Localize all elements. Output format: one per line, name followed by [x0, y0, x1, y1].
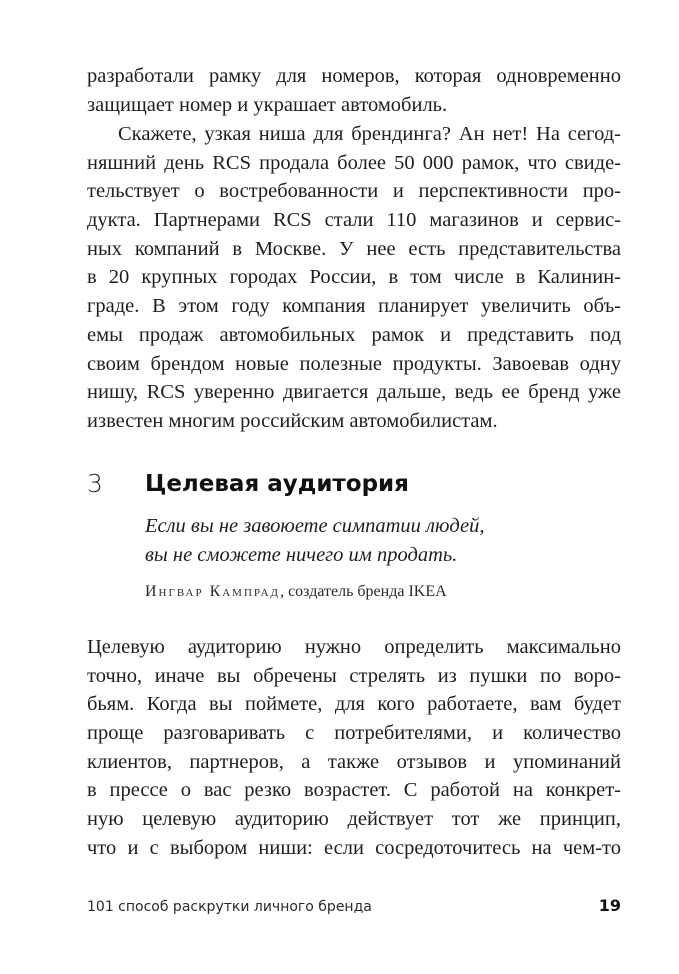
section-heading [87, 466, 621, 506]
epigraph-author-role: , создатель бренда IKEA [280, 583, 447, 601]
text-line: емы продаж автомобильных рамок и представить под [87, 323, 621, 346]
text-line: что и с выбором ниши: если сосредоточитесь на чем-то [87, 836, 621, 859]
paragraph-rcs [87, 120, 621, 436]
text-line: Целевую аудиторию нужно определить максимально [87, 636, 621, 658]
section-number: 3 [87, 469, 103, 498]
text-line: няшний день RCS продала более 50 000 рамок, что свиде- [87, 151, 621, 174]
running-footer-title: 101 способ раскрутки личного бренда [87, 899, 372, 915]
text-line: в 20 крупных городах России, в том числе в Калинин- [87, 266, 621, 289]
text-line: Скажете, узкая ниша для брендинга? Ан нет! На сегод- [118, 123, 621, 145]
text-line: разработали рамку для номеров, которая одновременно [87, 65, 621, 87]
epigraph-attribution [145, 581, 621, 603]
text-line: защищает номер и украшает автомобиль. [87, 93, 448, 116]
page-number: 19 [598, 896, 621, 915]
epigraph-quote-line: вы не сможете ничего им продать. [145, 543, 458, 566]
text-line: проще разговаривать с потребителями, и количество [87, 722, 621, 745]
text-line: точно, иначе вы обречены стрелять из пушки по воро- [87, 664, 621, 687]
text-line: бьям. Когда вы поймете, для кого работаете, вам будет [87, 693, 621, 716]
text-line: ную целевую аудиторию действует тот же принцип, [87, 808, 621, 831]
text-line: известен многим российским автомобилистам. [87, 409, 498, 432]
section-title: Целевая аудитория [145, 471, 409, 497]
text-line: своим брендом новые полезные продукты. Завоевав одну [87, 352, 621, 375]
text-line: в прессе о вас резко возрастет. С работой на конкрет- [87, 779, 621, 802]
text-line: дукта. Партнерами RCS стали 110 магазинов и сервис- [87, 209, 621, 232]
text-line: клиентов, партнеров, а также отзывов и упоминаний [87, 750, 621, 773]
text-line: нишу, RCS уверенно двигается дальше, ведь ее бренд уже [87, 381, 621, 404]
epigraph-author: Ингвар Кампрад [145, 583, 281, 601]
paragraph-continued [87, 62, 621, 119]
epigraph [145, 512, 621, 603]
text-line: тельствует о востребованности и перспективности про- [87, 180, 621, 203]
text-line: граде. В этом году компания планирует увеличить объ- [87, 295, 621, 318]
epigraph-quote-line: Если вы не завоюете симпатии людей, [145, 515, 485, 537]
paragraph-target-audience [87, 633, 621, 863]
text-line: ных компаний в Москве. У нее есть представительства [87, 237, 621, 260]
